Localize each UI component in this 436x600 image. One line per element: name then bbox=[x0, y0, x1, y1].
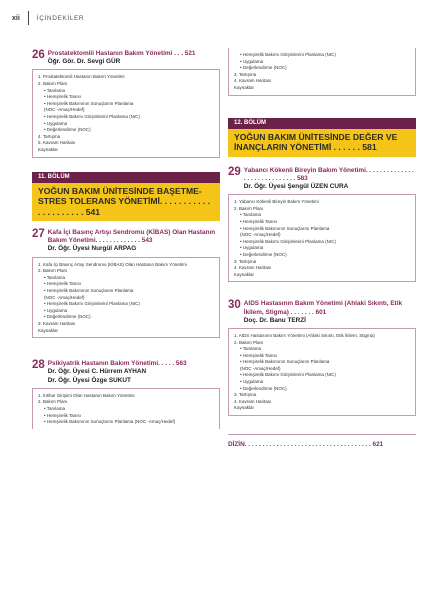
section-11[interactable] bbox=[32, 172, 220, 222]
list-item: • Uygulama bbox=[240, 58, 264, 64]
list-item: 5. Kavram Haritası bbox=[38, 140, 76, 146]
toc-entry-28[interactable] bbox=[32, 360, 220, 429]
page-number: xii bbox=[12, 14, 20, 22]
list-item: • Hemşirelik Bakımının Sonuçlarını Planlama bbox=[240, 225, 330, 231]
chapter-contents-box bbox=[228, 194, 416, 282]
list-item: • Değerlendirme (NOC) bbox=[240, 65, 287, 71]
list-item: 1. Kafa İçi Basınç Artışı Sendromu (KİBAS) Olan Hastanın Bakım Yönetimi bbox=[38, 261, 187, 267]
list-item: 4. Kavram Haritası bbox=[234, 78, 272, 84]
toc-entry-27[interactable] bbox=[32, 229, 220, 338]
list-item: • Uygulama bbox=[240, 379, 264, 385]
chapter-author: Dr. Öğr. Üyesi Şengül ÜZEN CURA bbox=[243, 182, 349, 190]
section-label: 12. BÖLÜM bbox=[228, 118, 416, 129]
list-item: • Değerlendirme (NOC) bbox=[44, 314, 91, 320]
chapter-number: 29 bbox=[228, 165, 241, 178]
list-item: • Hemşirelik Bakımı Girişimlerini Planlama (NIC) bbox=[44, 301, 140, 307]
list-item: • Hemşirelik Tanısı bbox=[44, 94, 82, 100]
left-column bbox=[32, 50, 220, 429]
list-item: • Hemşirelik Bakımı Girişimlerini Planlama (NIC) bbox=[44, 113, 140, 119]
list-item: • Değerlendirme (NOC) bbox=[240, 251, 287, 257]
list-item: • Hemşirelik Bakımının Sonuçlarını Planlama bbox=[44, 100, 134, 106]
list-item: 2. Bakım Planı bbox=[38, 268, 68, 274]
right-column bbox=[228, 48, 416, 448]
list-item: 4. Tartışma bbox=[38, 133, 61, 139]
list-item: • Hemşirelik Bakımı Girişimlerini Planlama (NIC) bbox=[240, 238, 336, 244]
chapter-title[interactable]: Kafa İçi Basınç Artışı Sendromu (KİBAS) Olan Hastanın Bakım Yönetimi. . . . . . . . . . . . . 543 bbox=[47, 229, 216, 245]
list-item: • Tanılama bbox=[44, 274, 66, 280]
list-item: 2. Bakım Planı bbox=[38, 81, 68, 86]
section-label: 11. BÖLÜM bbox=[32, 172, 220, 183]
section-title: YOĞUN BAKIM ÜNİTESİNDE BAŞETME-STRES TOLERANS YÖNETİMİ. . . . . . . . . . . . . . . . . . . . . 541 bbox=[38, 185, 211, 217]
chapter-contents-box bbox=[228, 328, 416, 416]
list-item: 1. İntihar Girişimi Olan Hastanın Bakım Yönetimi bbox=[38, 392, 135, 398]
chapter-author: Öğr. Gör. Dr. Sevgi GÜR bbox=[47, 58, 121, 66]
list-item: (NOC -Amaç/Hedef) bbox=[44, 294, 85, 300]
list-item: (NOC -Amaç/Hedef) bbox=[44, 107, 85, 113]
chapter-number: 28 bbox=[32, 359, 45, 372]
list-item: • Uygulama bbox=[44, 120, 68, 126]
list-item: 1. AIDS Hastasının Bakım Yönetimi (Ahlaki Sıkıntı, Etik İkilem, Stigma) bbox=[234, 332, 375, 338]
list-item: • Hemşirelik Tanısı bbox=[44, 412, 82, 418]
page-header bbox=[12, 10, 84, 26]
list-item: • Hemşirelik Tanısı bbox=[240, 352, 278, 358]
list-item: • Tanılama bbox=[44, 87, 66, 93]
list-item: • Değerlendirme (NOC) bbox=[44, 127, 91, 133]
chapter-title[interactable]: Yabancı Kökenli Bireyin Bakım Yönetimi. . . . . . . . . . . . . . . . . . . . . . . . . . . . . 583 bbox=[243, 166, 414, 182]
list-item: Kaynaklar bbox=[38, 146, 59, 152]
list-item: 3. Tartışma bbox=[234, 71, 257, 77]
list-item: • Değerlendirme (NOC) bbox=[240, 385, 287, 391]
list-item: • Hemşirelik Tanısı bbox=[44, 281, 82, 287]
chapter-contents-box bbox=[32, 257, 220, 339]
list-item: Kaynaklar bbox=[38, 327, 59, 333]
list-item: • Tanılama bbox=[240, 346, 262, 352]
list-item: • Hemşirelik Tanısı bbox=[240, 218, 278, 224]
chapter-contents-box bbox=[32, 69, 220, 157]
list-item: Kaynaklar bbox=[234, 405, 255, 411]
list-item: • Uygulama bbox=[240, 245, 264, 251]
section-title: YOĞUN BAKIM ÜNİTESİNDE DEĞER VE İNANÇLARIN YÖNETİMİ . . . . . . 581 bbox=[234, 131, 398, 153]
list-item: 2. Bakım Planı bbox=[38, 399, 68, 405]
list-item: 2. Bakım Planı bbox=[234, 205, 264, 211]
list-item: Kaynaklar bbox=[234, 271, 255, 277]
list-item: • Hemşirelik Bakımı Girişimlerini Planlama (NIC) bbox=[240, 52, 336, 57]
index-link[interactable]: DİZİN. . . . . . . . . . . . . . . . . . . . . . . . . . . . . . . . . . . . 621 bbox=[228, 434, 416, 448]
chapter-contents-box-continued bbox=[228, 48, 416, 96]
chapter-title[interactable]: Prostatektomili Hastanın Bakım Yönetimi . . . 521 bbox=[47, 50, 196, 57]
list-item: 4. Kavram Haritası bbox=[234, 398, 272, 404]
toc-entry-29[interactable] bbox=[228, 167, 416, 283]
chapter-author: Dr. Öğr. Üyesi Nurgül ARPAG bbox=[47, 245, 137, 253]
toc-entry-30[interactable] bbox=[228, 300, 416, 416]
list-item: • Hemşirelik Bakımının Sonuçlarını Planlama bbox=[44, 288, 134, 294]
list-item: • Tanılama bbox=[240, 212, 262, 218]
chapter-number: 26 bbox=[32, 49, 45, 61]
list-item: (NOC -Amaç/Hedef) bbox=[240, 232, 281, 238]
list-item: 2. Bakım Planı bbox=[234, 339, 264, 345]
list-item: • Uygulama bbox=[44, 307, 68, 313]
chapter-number: 30 bbox=[228, 299, 241, 312]
list-item: 4. Kavram Haritası bbox=[234, 265, 272, 271]
page-title: İÇİNDEKİLER bbox=[36, 14, 85, 22]
list-item: • Tanılama bbox=[44, 405, 66, 411]
list-item: • Hemşirelik Bakımının Sonuçlarını Planlama (NOC -Amaç/Hedef) bbox=[44, 419, 176, 425]
toc-entry-26[interactable] bbox=[32, 50, 220, 158]
chapter-author: Dr. Öğr. Üyesi Özge SUKUT bbox=[47, 376, 131, 384]
list-item: 3. Tartışma bbox=[234, 392, 257, 398]
section-12[interactable] bbox=[228, 118, 416, 157]
list-item: (NOC -Amaç/Hedef) bbox=[240, 365, 281, 371]
chapter-number: 27 bbox=[32, 228, 45, 241]
chapter-author: Doç. Dr. Banu TERZİ bbox=[243, 316, 306, 324]
header-divider bbox=[28, 11, 29, 25]
chapter-contents-box bbox=[32, 388, 220, 429]
chapter-author: Dr. Öğr. Üyesi C. Hürrem AYHAN bbox=[47, 368, 147, 376]
list-item: • Hemşirelik Bakımı Girişimlerini Planlama (NIC) bbox=[240, 372, 336, 378]
list-item: 3. Kavram Haritası bbox=[38, 320, 76, 326]
chapter-title[interactable]: AIDS Hastasının Bakım Yönetimi (Ahlaki Sıkıntı, Etik İkilem, Stigma) . . . . . . . 601 bbox=[243, 300, 403, 316]
chapter-title[interactable]: Psikiyatrik Hastanın Bakım Yönetimi. . . . . 563 bbox=[47, 360, 187, 368]
list-item: 3. Tartışma bbox=[234, 258, 257, 264]
list-item: 1. Yabancı Kökenli Bireyin Bakım Yönetimi bbox=[234, 199, 319, 205]
list-item: • Hemşirelik Bakımının Sonuçlarını Planlama bbox=[240, 359, 330, 365]
list-item: 1. Prostatektomili Hastanın Bakım Yönetimi bbox=[38, 74, 125, 80]
list-item: Kaynaklar bbox=[234, 84, 255, 90]
